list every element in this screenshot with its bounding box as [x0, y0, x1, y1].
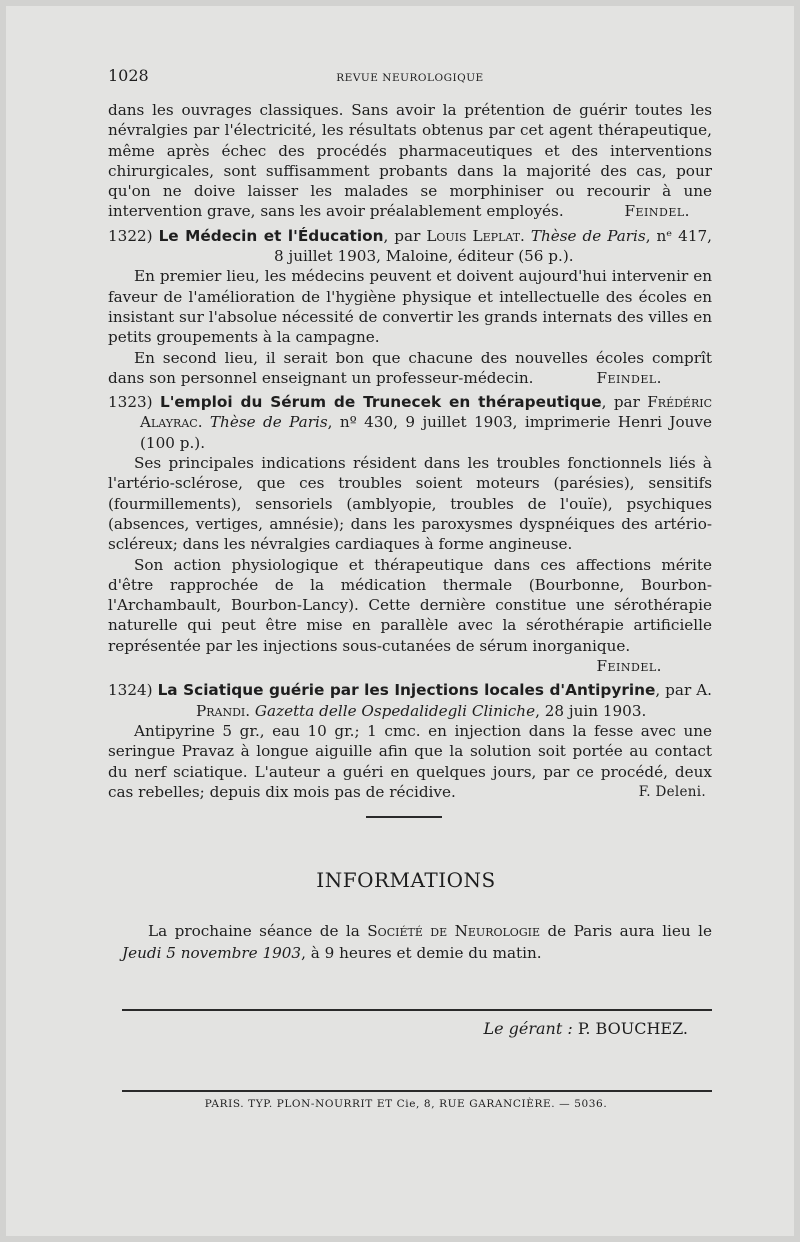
intro-text: dans les ouvrages classiques. Sans avoir la prétention de guérir toutes les névralgies par l'électricité, les résultats obtenus par cet agent thérapeutique, même après échec des procédés pharmaceutiques et des interventions chirurgicales, sont suffisamment probants dans la majorité des cas, pour qu'on ne doive laisser les malades se morphiniser ou recourir à une intervention grave, sans les avoir préalablement employés. — [108, 101, 712, 221]
entry-author: A. Prandi — [196, 681, 712, 720]
signature: Feindel. — [596, 368, 662, 387]
entry-source: Gazetta delle Ospedalidegli Cliniche — [254, 701, 536, 720]
page-number: 1028 — [108, 66, 149, 85]
entry-number: 1322) — [108, 226, 153, 245]
abstract-entry — [108, 226, 712, 388]
meeting-date: Jeudi 5 novembre 1903 — [122, 944, 302, 962]
entry-details: , nᵉ 417, 8 juillet 1903, Maloine, éditeur (56 p.). — [274, 226, 712, 266]
gerant-label: Le gérant : — [483, 1019, 573, 1038]
entry-paragraph — [108, 348, 712, 389]
announcement-paragraph — [122, 920, 712, 964]
signature: Feindel. — [596, 657, 662, 676]
gerant-divider — [122, 1009, 712, 1011]
entry-title: Le Médecin et l'Éducation — [158, 226, 384, 245]
signature: Feindel. — [624, 202, 690, 221]
announcement-text: de Paris aura lieu le — [540, 922, 712, 940]
entry-author: Frédéric Alayrac — [140, 393, 712, 432]
page-content — [108, 66, 712, 802]
entry-heading: 1324) La Sciatique guérie par les Injections locales d'Antipyrine, par A. Prandi. Gazetta delle Ospedalidegli Cliniche, 28 juin 1903. — [108, 681, 712, 720]
entry-paragraph — [108, 721, 712, 802]
gerant-line — [483, 1019, 688, 1038]
entry-heading: 1322) Le Médecin et l'Éducation, par Louis Leplat. Thèse de Paris, nᵉ 417, 8 juillet 1903, Maloine, éditeur (56 p.). — [108, 226, 712, 266]
entry-title: La Sciatique guérie par les Injections locales d'Antipyrine — [157, 681, 656, 700]
entry-paragraph-text: En second lieu, il serait bon que chacune des nouvelles écoles comprît dans son personnel enseignant un professeur-médecin. — [108, 348, 712, 387]
page — [6, 6, 794, 1236]
running-header — [108, 66, 712, 100]
entry-paragraph — [108, 555, 712, 677]
entry-details: , nº 430, 9 juillet 1903, imprimerie Henri Jouve (100 p.). — [140, 413, 712, 452]
signature: F. Deleni. — [638, 783, 706, 800]
entry-title: L'emploi du Sérum de Trunecek en thérapeutique — [159, 393, 602, 412]
entry-paragraph: Ses principales indications résident dans les troubles fonctionnels liés à l'artério-sclérose, que ces troubles soient moteurs (parésies), sensitifs (fourmillements), sensoriels (amblyopie, troubles de l'ouïe), psychiques (absences, vertiges, amnésie); dans les paroxysmes dyspnéiques des artério-scléreux; dans les névralgies cardiaques à forme angineuse. — [108, 454, 712, 554]
announcement-text: La prochaine séance de la — [148, 922, 368, 940]
entry-source: Thèse de Paris — [209, 413, 328, 432]
printer-imprint: PARIS. TYP. PLON-NOURRIT ET Cie, 8, RUE GARANCIÈRE. — 5036. — [204, 1098, 608, 1110]
entry-number: 1323) — [108, 393, 153, 412]
abstract-entry — [108, 392, 712, 676]
entry-by: , par — [655, 681, 697, 700]
section-divider — [366, 816, 442, 818]
gerant-name: P. BOUCHEZ. — [577, 1019, 688, 1038]
entry-author: Louis Leplat — [426, 226, 521, 245]
entry-number: 1324) — [108, 681, 153, 700]
informations-heading: INFORMATIONS — [316, 868, 496, 892]
entry-by: , par — [601, 393, 648, 412]
intro-paragraph — [108, 100, 712, 222]
entry-paragraph-text: Son action physiologique et thérapeutique dans ces affections mérite d'être rapprochée de la médication thermale (Bourbonne, Bourbon-l'Archambault, Bourbon-Lancy). Cette dernière constitue une sérothérapie naturelle qui peut être mise en parallèle avec la sérothérapie artificielle représentée par les injections sous-cutanées de sérum inorganique. — [108, 555, 712, 655]
entry-paragraph-text: Antipyrine 5 gr., eau 10 gr.; 1 cmc. en injection dans la fesse avec une seringue Pravaz à longue aiguille afin que la solution soit portée au contact du nerf sciatique. L'auteur a guéri en quelques jours, par ce procédé, deux cas rebelles; depuis dix mois pas de récidive. — [108, 721, 712, 801]
announcement-text: , à 9 heures et demie du matin. — [301, 944, 542, 962]
entry-heading: 1323) L'emploi du Sérum de Trunecek en thérapeutique, par Frédéric Alayrac. Thèse de Paris, nº 430, 9 juillet 1903, imprimerie Henri Jouve (100 p.). — [108, 393, 712, 452]
entry-details: , 28 juin 1903. — [535, 701, 647, 720]
journal-title: REVUE NEUROLOGIQUE — [336, 72, 484, 84]
entry-by: , par — [383, 226, 427, 245]
abstract-entry — [108, 680, 712, 802]
society-name: Société de Neurologie — [367, 922, 540, 940]
imprint-divider — [122, 1090, 712, 1092]
entry-source: Thèse de Paris — [530, 226, 646, 245]
entry-paragraph: En premier lieu, les médecins peuvent et doivent aujourd'hui intervenir en faveur de l'amélioration de l'hygiène physique et intellectuelle des écoles en insistant sur l'absolue nécessité de convertir les grands internats des villes en petits groupements à la campagne. — [108, 267, 712, 347]
